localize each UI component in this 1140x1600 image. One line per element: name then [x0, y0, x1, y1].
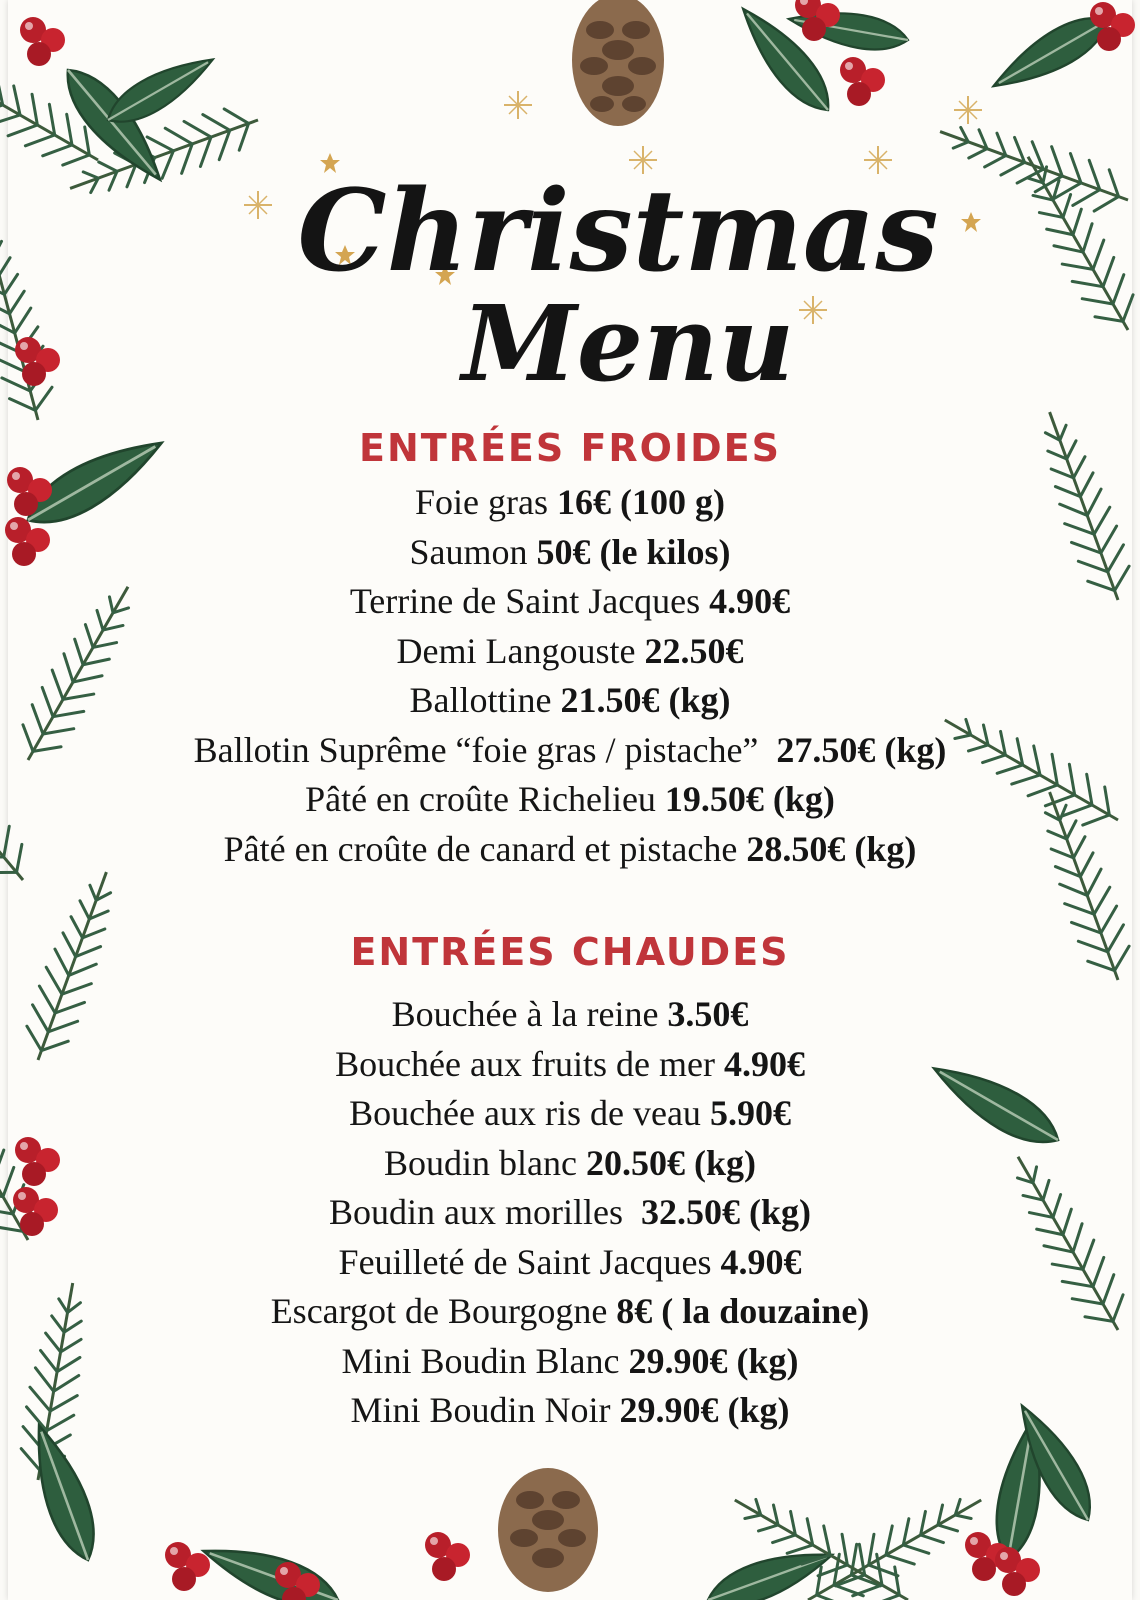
menu-item	[8, 1287, 1132, 1337]
item-name: Escargot de Bourgogne	[270, 1291, 608, 1331]
item-name: Feuilleté de Saint Jacques	[338, 1241, 712, 1282]
item-price: 27.50€ (kg)	[776, 729, 947, 770]
item-price: 21.50€ (kg)	[560, 680, 731, 720]
menu-item	[8, 1040, 1132, 1090]
title-lettering	[297, 120, 939, 420]
item-price: 16€ (100 g)	[557, 482, 725, 522]
item-name: Boudin blanc	[384, 1142, 577, 1183]
section-heading-entrees-chaudes: ENTRÉES CHAUDES	[350, 930, 790, 974]
item-price: 20.50€ (kg)	[585, 1142, 756, 1183]
item-price: 50€ (le kilos)	[536, 531, 731, 572]
section-spacer	[8, 874, 1132, 922]
item-name: Ballotin Suprême “foie gras / pistache”	[193, 729, 759, 770]
item-name: Terrine de Saint Jacques	[349, 581, 701, 621]
menu-item	[8, 990, 1132, 1040]
item-name: Ballottine	[409, 680, 552, 720]
item-name: Saumon	[409, 531, 528, 572]
item-price: 4.90€	[723, 1043, 805, 1084]
item-price: 28.50€ (kg)	[746, 828, 917, 869]
item-name: Bouchée à la reine	[391, 994, 659, 1034]
item-price: 8€ ( la douzaine)	[616, 1291, 870, 1331]
list-entrees-froides	[8, 478, 1132, 874]
title-line-2: Menu	[461, 282, 795, 405]
section-heading-entrees-froides: ENTRÉES FROIDES	[359, 426, 781, 470]
item-price: 3.50€	[667, 994, 749, 1034]
item-price: 4.90€	[709, 581, 791, 621]
item-name: Mini Boudin Noir	[350, 1390, 611, 1430]
menu-item	[8, 1386, 1132, 1436]
menu-content	[8, 418, 1132, 1436]
menu-item	[8, 1238, 1132, 1288]
item-name: Pâté en croûte Richelieu	[305, 779, 656, 819]
menu-item	[8, 1337, 1132, 1387]
item-name: Foie gras	[415, 482, 548, 522]
menu-item	[8, 1089, 1132, 1139]
list-entrees-chaudes	[8, 990, 1132, 1436]
item-price: 4.90€	[720, 1241, 802, 1282]
item-price: 5.90€	[709, 1093, 791, 1133]
item-name: Bouchée aux fruits de mer	[335, 1043, 715, 1084]
item-name: Mini Boudin Blanc	[341, 1340, 620, 1381]
menu-item	[8, 1188, 1132, 1238]
menu-item	[8, 726, 1132, 776]
menu-item	[8, 577, 1132, 627]
menu-item	[8, 478, 1132, 528]
menu-item	[8, 528, 1132, 578]
menu-card	[8, 0, 1132, 1600]
item-price: 29.90€ (kg)	[628, 1340, 799, 1381]
item-price: 22.50€	[644, 630, 744, 671]
menu-item	[8, 825, 1132, 875]
menu-item	[8, 627, 1132, 677]
menu-item	[8, 676, 1132, 726]
menu-item	[8, 1139, 1132, 1189]
item-name: Demi Langouste	[396, 630, 636, 671]
item-name: Bouchée aux ris de veau	[349, 1093, 701, 1133]
item-name: Pâté en croûte de canard et pistache	[223, 828, 738, 869]
item-name: Boudin aux morilles	[329, 1192, 623, 1232]
item-price: 19.50€ (kg)	[664, 779, 835, 819]
menu-item	[8, 775, 1132, 825]
item-price: 29.90€ (kg)	[619, 1390, 790, 1430]
title-line-1: Christmas	[297, 166, 939, 297]
item-price: 32.50€ (kg)	[640, 1192, 811, 1232]
